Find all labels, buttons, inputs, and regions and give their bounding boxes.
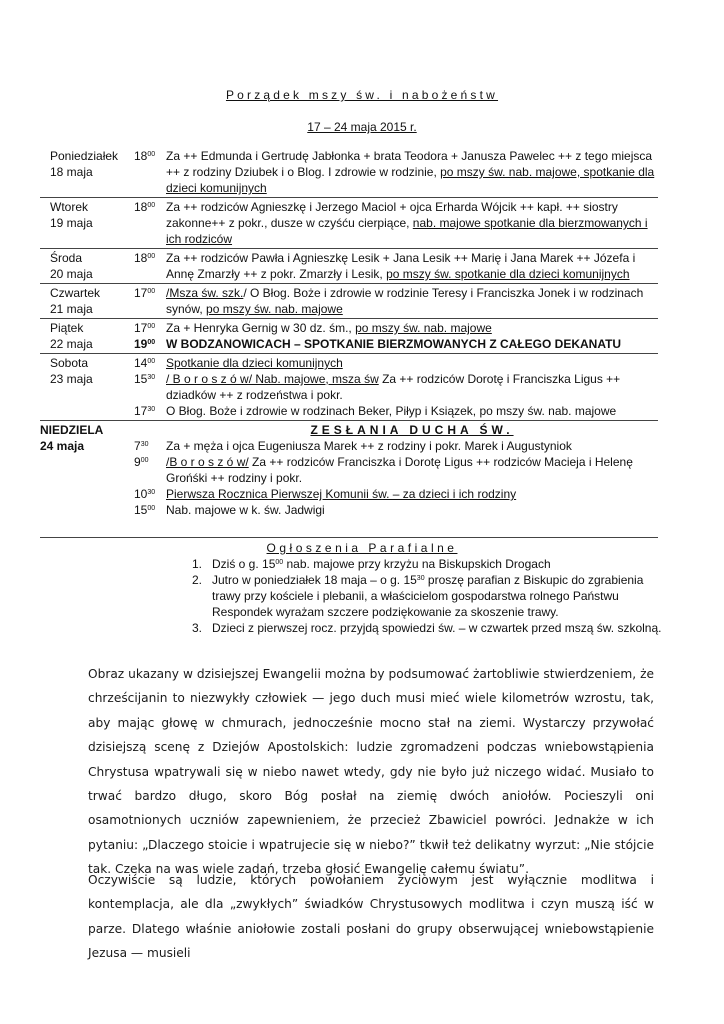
intention-note: nab. majowe spotkanie dla bierzmowanych i ich rodziców (166, 216, 648, 246)
day-date: 24 maja (40, 439, 85, 453)
intention-note: po mszy św. spotkanie dla dzieci komunijnych (386, 267, 630, 281)
day-name: Środa (50, 251, 83, 265)
schedule-day-3 (40, 285, 658, 319)
day-label (40, 250, 128, 282)
intention-note: /Msza św. szk. (166, 286, 244, 300)
mass-time: $15^{00}$ (134, 503, 156, 517)
announcement-item-1 (172, 556, 662, 572)
intention-note: po mszy św. nab. majowe (355, 321, 492, 335)
mass-time: $17^{00}$ (134, 321, 156, 335)
mass-time-minutes: 00 (147, 323, 156, 330)
day-date: 20 maja (50, 267, 93, 281)
intention-text: Za + męża i ojca Eugeniusza Marek ++ z rodziny i pokr. Marek i Augustyniok (166, 439, 572, 453)
intention-text: Za ++ rodziców Franciszka i Dorotę Ligus ++ rodziców Macieja i Helenę Grońśki ++ rodziny i pokr. (166, 455, 633, 485)
announcements-title: Ogłoszenia Parafialne (266, 541, 458, 555)
intention-note: po mszy św. nab. majowe (206, 302, 343, 316)
mass-time-minutes: 00 (140, 457, 149, 464)
mass-intention (166, 486, 658, 502)
mass-intention (166, 371, 658, 403)
announcement-item-2 (172, 572, 662, 620)
mass-time-minutes: 30 (140, 441, 149, 448)
mass-intention (166, 454, 658, 486)
mass-time-minutes: 30 (147, 489, 156, 496)
mass-time-minutes: 00 (147, 288, 156, 295)
intention-text: Nab. majowe w k. św. Jadwigi (166, 503, 325, 517)
day-name: Wtorek (50, 200, 89, 214)
day-name: NIEDZIELA (40, 423, 104, 437)
mass-intention: Za ++ Edmunda i Gertrudę Jabłonka + brata Teodora + Janusza Pawelec ++ z tego miejsca ++ z rodziny Dziubek i o Blog. I zdrowie w rodzinie, po mszy św. nab. majowe, spotkanie dla dzieci komunijnych (166, 149, 655, 195)
homily-paragraph-2: Oczywiście są ludzie, których powołaniem życiowym jest wyłącznie modlitwa i kontemplacja, ale dla „zwykłych” świadków Chrystusowych modlitwa i czyn muszą iść w parze. Dlatego właśnie aniołowie zostali posłani do grupy obserwującej wniebowstąpienie Jezusa — musieli (88, 873, 654, 961)
intention-note: / B o r o s z ó w/ Nab. majowe, msza św (166, 372, 379, 386)
day-label (40, 285, 128, 317)
time-column (128, 250, 166, 282)
mass-time-minutes: 00 (147, 339, 156, 346)
mass-time: $18^{00}$ (134, 149, 156, 163)
announcement-text: Dziś o g. $15^{00}$ nab. majowe przy krzyżu na Biskupskich Drogach (212, 557, 551, 571)
schedule-day-1 (40, 199, 658, 249)
mass-time: $9^{00}$ (134, 455, 149, 469)
schedule-day-0 (40, 148, 658, 198)
day-label (40, 320, 128, 352)
mass-intention: Za ++ rodziców Agnieszkę i Jerzego Maciol + ojca Erharda Wójcik ++ kapł. ++ siostry zakonne++ z pokr., dusze w czyśću cierpiące, nab. majowe spotkanie dla bierzmowanych i ich rodziców (166, 200, 648, 246)
mass-schedule-table (40, 148, 658, 520)
day-label (40, 148, 128, 196)
mass-time: $15^{30}$ (134, 372, 156, 386)
mass-time: $18^{00}$ (134, 251, 156, 265)
intention-column (166, 250, 658, 282)
schedule-day-4 (40, 320, 658, 354)
day-name: Czwartek (50, 286, 101, 300)
announcement-number: 3. (191, 621, 202, 635)
mass-time-minutes: 30 (147, 374, 156, 381)
mass-intention (166, 336, 658, 352)
schedule-day-6 (40, 422, 658, 519)
mass-time: $19^{00}$ (134, 337, 156, 351)
day-date: 23 maja (50, 372, 93, 386)
schedule-bottom-rule (40, 537, 658, 538)
intention-column (166, 355, 658, 419)
mass-time: $14^{00}$ (134, 356, 156, 370)
mass-time-minutes: 00 (147, 202, 156, 209)
day-name: Sobota (50, 356, 89, 370)
intention-column (166, 422, 658, 518)
homily-paragraph-1: Obraz ukazany w dzisiejszej Ewangelii można by podsumować żartobliwie stwierdzeniem, że chrześcijanin to niezwykły człowiek — jego duch musi mieć wiele kilometrów wzrostu, tak, aby mając głowę w chmurach, jednocześnie mocno stał na ziemi. Wystarczy przywołać dzisiejszą scenę z Dziejów Apostolskich: ludzie zgromadzeni podczas wniebowstąpienia Chrystusa wpatrywali się w niebo nawet wtedy, gdy nie było już niczego widać. Musiało to trwać bardzo długo, skoro Bóg posłał na ziemię dwóch aniołów. Pocieszyli oni osamotnionych uczniów zapewnieniem, że przecież Zbawiciel powróci. Jednakże w ich pytaniu: „Dlaczego stoicie i wpatrujecie się w niebo?” tkwił też delikatny wyrzut: „Nie stójcie tak. Czeka na was wiele zadań, trzeba głosić Ewangelię całemu światu”. (88, 667, 654, 877)
day-label (40, 422, 128, 518)
announcements-list (172, 556, 662, 636)
time-column (128, 422, 166, 518)
time-spacer (128, 422, 166, 438)
mass-time: $7^{30}$ (134, 439, 149, 453)
mass-time-minutes: 30 (147, 406, 156, 413)
day-date: 18 maja (50, 165, 93, 179)
day-date: 22 maja (50, 337, 93, 351)
mass-intention: Za + Henryka Gernig w 30 dz. śm., po mszy św. nab. majowe (166, 321, 492, 335)
feast-title: ZESŁANIA DUCHA ŚW. (310, 423, 514, 437)
announcement-number: 2. (191, 573, 202, 587)
intention-text: Za ++ rodziców Dorotę i Franciszka Ligus ++ dziadków ++ z rodzeństwa i pokr. (166, 372, 621, 402)
mass-time-minutes: 00 (147, 358, 156, 365)
time-column (128, 320, 166, 352)
mass-intention (166, 355, 658, 371)
mass-time: $17^{30}$ (134, 404, 156, 418)
mass-intention (166, 438, 658, 454)
day-name: Piątek (50, 321, 84, 335)
mass-intention (166, 502, 658, 518)
announcement-time-minutes: 00 (275, 559, 284, 566)
mass-time-minutes: 00 (147, 505, 156, 512)
schedule-day-2 (40, 250, 658, 284)
intention-text: W BODZANOWICACH – SPOTKANIE BIERZMOWANYCH Z CAŁEGO DEKANATU (166, 337, 622, 351)
mass-intention (166, 403, 658, 419)
mass-intention: Za ++ rodziców Pawła i Agnieszkę Lesik + Jana Lesik ++ Marię i Jana Marek ++ Józefa i Annę Zmarzły ++ z pokr. Zmarzły i Lesik, po mszy św. spotkanie dla dzieci komunijnych (166, 251, 636, 281)
page-title: Porządek mszy św. i nabożeństw (225, 88, 499, 102)
mass-intention: /Msza św. szk./ O Błog. Boże i zdrowie w rodzinie Teresy i Franciszka Jonek i w rodzinach synów, po mszy św. nab. majowe (166, 286, 644, 316)
intention-column (166, 285, 658, 317)
date-range: 17 – 24 maja 2015 r. (307, 120, 417, 134)
intention-column (166, 148, 658, 196)
announcement-text: Dzieci z pierwszej rocz. przyjdą spowiedzi św. – w czwartek przed mszą św. szkolną. (212, 621, 662, 635)
time-column (128, 355, 166, 419)
announcement-time-minutes: 30 (416, 575, 425, 582)
announcement-item-3 (172, 620, 662, 636)
day-label (40, 199, 128, 247)
announcement-text: Jutro w poniedziałek 18 maja – o g. $15^{30}$ proszę parafian z Biskupic do zgrabienia trawy przy kościele i plebanii, a właścicielom gospodarstwa rolnego Państwu Respondek wyrażam szczere podziękowanie za skoszenie trawy. (212, 573, 644, 619)
day-label (40, 355, 128, 419)
mass-time: $18^{00}$ (134, 200, 156, 214)
day-date: 19 maja (50, 216, 93, 230)
intention-text: Spotkanie dla dzieci komunijnych (166, 356, 343, 370)
intention-note: po mszy św. nab. majowe, spotkanie dla dzieci komunijnych (166, 165, 655, 195)
intention-note: /B o r o s z ó w/ (166, 455, 249, 469)
intention-text: O Błog. Boże i zdrowie w rodzinach Beker, Piłyp i Ksiązek, po mszy św. nab. majowe (166, 404, 617, 418)
mass-time: $10^{30}$ (134, 487, 156, 501)
day-name: Poniedziałek (50, 149, 119, 163)
mass-time-minutes: 00 (147, 151, 156, 158)
time-column (128, 148, 166, 196)
intention-text: Pierwsza Rocznica Pierwszej Komunii św. – za dzieci i ich rodziny (166, 487, 517, 501)
mass-time-minutes: 00 (147, 253, 156, 260)
mass-time: $17^{00}$ (134, 286, 156, 300)
time-column (128, 199, 166, 247)
intention-column (166, 320, 658, 352)
intention-column (166, 199, 658, 247)
time-column (128, 285, 166, 317)
announcement-number: 1. (191, 557, 202, 571)
schedule-day-5 (40, 355, 658, 421)
day-date: 21 maja (50, 302, 93, 316)
